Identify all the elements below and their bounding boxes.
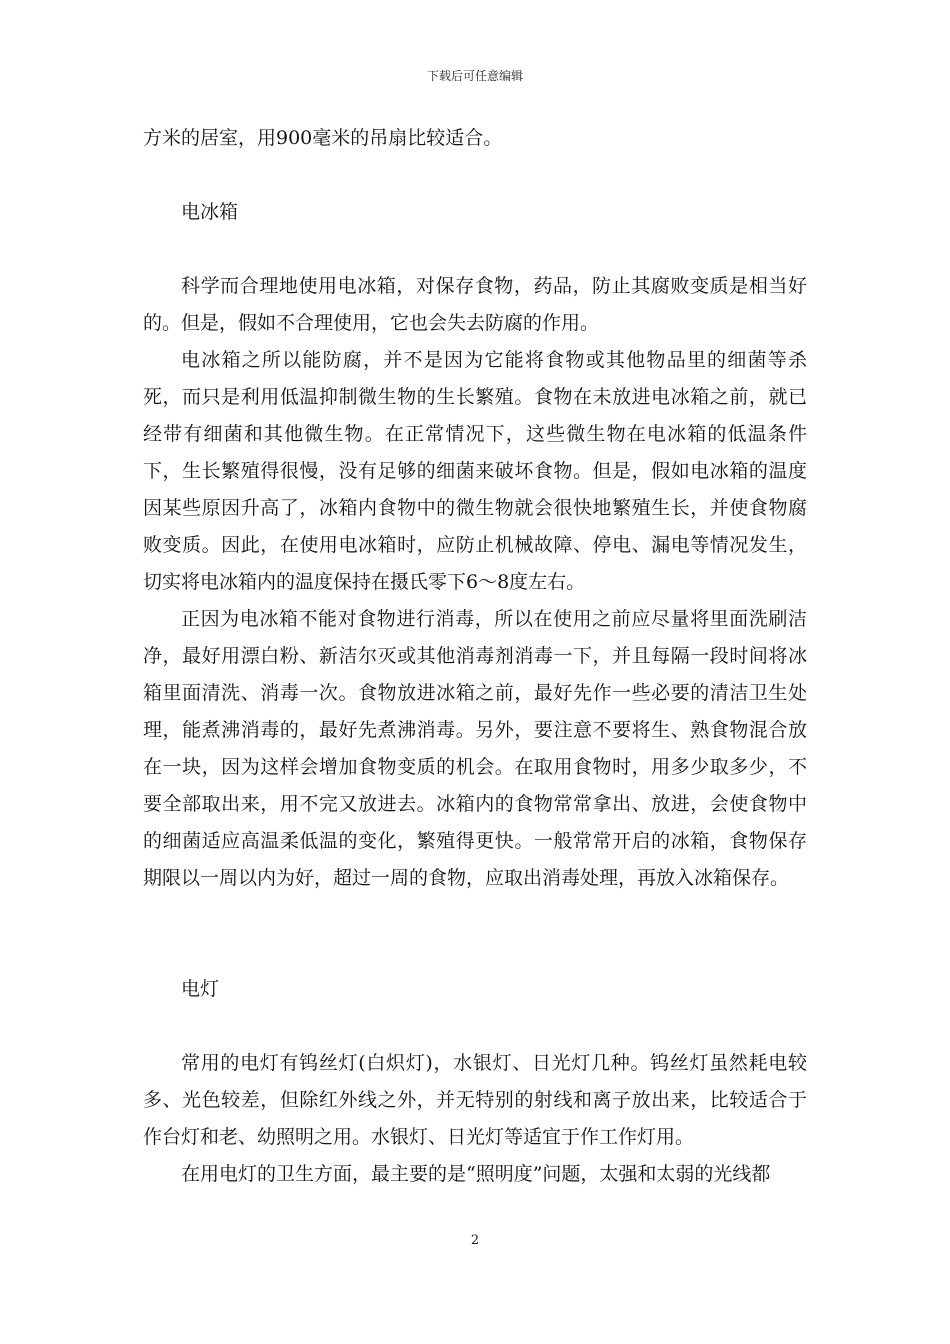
lamp-paragraph-1: 常用的电灯有钨丝灯(白炽灯)，水银灯、日光灯几种。钨丝灯虽然耗电较多、光色较差，但除红外线之外，并无特别的射线和离子放出来，比较适合于作台灯和老、幼照明之用。水银灯、日光灯等适宜于作工作灯用。 (143, 1052, 807, 1148)
fridge-paragraph-3: 正因为电冰箱不能对食物进行消毒，所以在使用之前应尽量将里面洗刷洁净，最好用漂白粉、新洁尔灭或其他消毒剂消毒一下，并且每隔一段时间将冰箱里面清洗、消毒一次。食物放进冰箱之前，最好先作一些必要的清洁卫生处理，能煮沸消毒的，最好先煮沸消毒。另外，要注意不要将生、熟食物混合放在一块，因为这样会增加食物变质的机会。在取用食物时，用多少取多少，不要全部取出来，用不完又放进去。冰箱内的食物常常拿出、放进，会使食物中的细菌适应高温柔低温的变化，繁殖得更快。一般常常开启的冰箱，食物保存期限以一周以内为好，超过一周的食物，应取出消毒处理，再放入冰箱保存。 (143, 608, 807, 889)
spacer (143, 231, 807, 268)
spacer (143, 157, 807, 194)
paragraph-continuation: 方米的居室，用900毫米的吊扇比较适合。 (143, 127, 503, 149)
lamp-paragraph-2: 在用电灯的卫生方面，最主要的是“照明度”问题，太强和太弱的光线都 (181, 1163, 771, 1185)
document-body (143, 120, 807, 1193)
spacer (143, 897, 807, 971)
page-header-note: 下载后可任意编辑 (426, 69, 523, 83)
section-heading-fridge: 电冰箱 (181, 201, 239, 223)
section-heading-lamp: 电灯 (181, 978, 220, 1000)
page-number: 2 (470, 1233, 480, 1248)
fridge-paragraph-1: 科学而合理地使用电冰箱，对保存食物，药品，防止其腐败变质是相当好的。但是，假如不合理使用，它也会失去防腐的作用。 (143, 275, 807, 334)
fridge-paragraph-2: 电冰箱之所以能防腐，并不是因为它能将食物或其他物品里的细菌等杀死，而只是利用低温抑制微生物的生长繁殖。食物在未放进电冰箱之前，就已经带有细菌和其他微生物。在正常情况下，这些微生物在电冰箱的低温条件下，生长繁殖得很慢，没有足够的细菌来破坏食物。但是，假如电冰箱的温度因某些原因升高了，冰箱内食物中的微生物就会很快地繁殖生长，并使食物腐败变质。因此，在使用电冰箱时，应防止机械故障、停电、漏电等情况发生，切实将电冰箱内的温度保持在摄氏零下6～8度左右。 (143, 349, 807, 593)
spacer (143, 1008, 807, 1045)
